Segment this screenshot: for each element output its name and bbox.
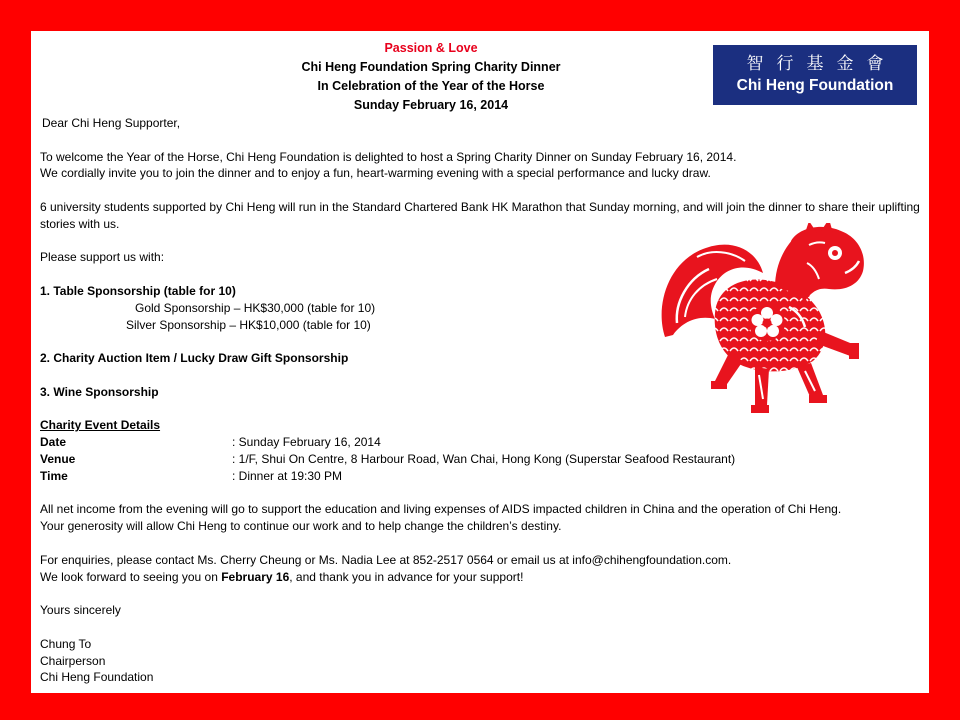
logo-english-text: Chi Heng Foundation [736, 77, 894, 94]
logo-chinese-text: 智行基金會 [746, 54, 897, 74]
greeting: Dear Chi Heng Supporter, [42, 116, 181, 130]
income-line-2: Your generosity will allow Chi Heng to continue our work and to help change the children’s destiny. [40, 519, 562, 534]
detail-value: : Sunday February 16, 2014 [232, 435, 381, 450]
paper-cut-horse-illustration [659, 223, 869, 419]
signer-name: Chung To [40, 636, 92, 651]
detail-value: : Dinner at 19:30 PM [232, 468, 343, 483]
flower-motif [749, 305, 785, 341]
sponsorship-item-3: 3. Wine Sponsorship [40, 384, 159, 399]
support-intro: Please support us with: [40, 250, 165, 265]
marathon-paragraph: 6 university students supported by Chi Heng will run in the Standard Chartered Bank HK Marathon that Sunday morning, and will join the dinner to share their uplifting stories with us. [40, 199, 920, 231]
silver-sponsorship: Silver Sponsorship – HK$10,000 (table for 10) [126, 317, 371, 332]
gold-sponsorship: Gold Sponsorship – HK$30,000 (table for 10) [135, 300, 376, 315]
tagline: Passion & Love [384, 41, 478, 55]
income-line-1: All net income from the evening will go to support the education and living expenses of AIDS impacted children in China and the operation of Chi Heng. [40, 502, 842, 517]
signer-title: Chairperson [40, 653, 106, 668]
intro-line-2: We cordially invite you to join the dinner and to enjoy a fun, heart-warming evening with a special performance and lucky draw. [40, 166, 711, 181]
detail-row-date [40, 434, 920, 451]
detail-row-venue [40, 451, 920, 468]
closing-pre: We look forward to seeing you on [40, 569, 222, 584]
chi-heng-logo [713, 45, 917, 105]
detail-value: : 1/F, Shui On Centre, 8 Harbour Road, Wan Chai, Hong Kong (Superstar Seafood Restaurant) [232, 451, 736, 466]
event-details-heading: Charity Event Details [40, 418, 161, 433]
closing-line [40, 569, 920, 586]
closing-post: , and thank you in advance for your support! [289, 569, 524, 584]
signer-org: Chi Heng Foundation [40, 670, 154, 685]
detail-label: Time [40, 468, 68, 483]
event-subtitle: In Celebration of the Year of the Horse [317, 79, 545, 93]
closing-date: February 16 [221, 569, 290, 584]
detail-label: Venue [40, 451, 76, 466]
sponsorship-item-2: 2. Charity Auction Item / Lucky Draw Gift Sponsorship [40, 351, 349, 366]
intro-line-1: To welcome the Year of the Horse, Chi Heng Foundation is delighted to host a Spring Charity Dinner on Sunday February 16, 2014. [40, 149, 737, 164]
letter-page [31, 31, 929, 693]
enquiry-line: For enquiries, please contact Ms. Cherry Cheung or Ms. Nadia Lee at 852-2517 0564 or email us at info@chihengfoundation.com. [40, 552, 732, 567]
signoff: Yours sincerely [40, 603, 121, 618]
detail-row-time [40, 468, 920, 485]
event-title: Chi Heng Foundation Spring Charity Dinner [301, 60, 561, 74]
sponsorship-item-1: 1. Table Sponsorship (table for 10) [40, 283, 236, 298]
letter-header [181, 39, 681, 115]
detail-label: Date [40, 435, 67, 450]
event-date: Sunday February 16, 2014 [353, 98, 509, 112]
